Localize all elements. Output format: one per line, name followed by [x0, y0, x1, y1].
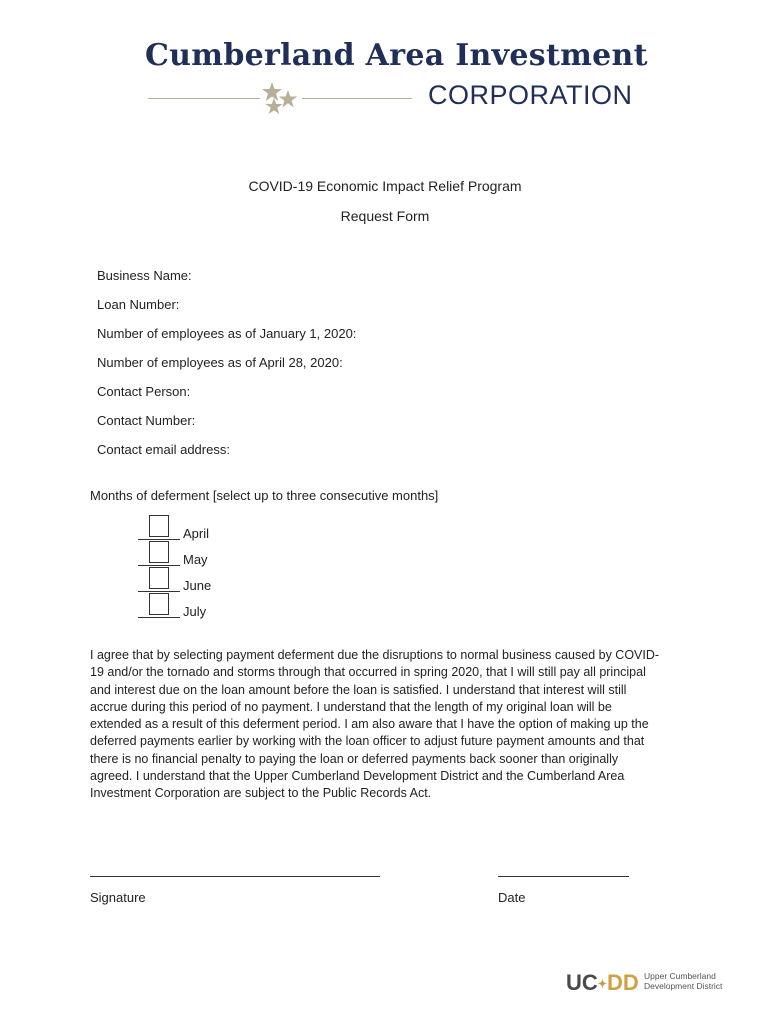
ucdd-logo-text — [644, 971, 722, 991]
months-deferment-label: Months of deferment [select up to three consecutive months] — [90, 488, 439, 503]
agreement-line: agreed. I understand that the Upper Cumberland Development District and the Cumberland Area — [90, 769, 625, 784]
business-name-label: Business Name: — [97, 268, 192, 283]
agreement-line: I agree that by selecting payment deferment due the disruptions to normal business caused by COVID- — [90, 648, 660, 662]
form-subtitle: Request Form — [340, 208, 430, 224]
agreement-line: Investment Corporation are subject to the Public Records Act. — [90, 786, 432, 801]
ucdd-logo-dd: DD — [607, 970, 639, 995]
logo-divider-left — [148, 98, 260, 99]
contact-number-label: Contact Number: — [97, 413, 196, 428]
contact-person-label: Contact Person: — [97, 384, 191, 399]
ucdd-logo-uc: UC — [566, 970, 598, 995]
logo-divider-right — [302, 98, 412, 99]
contact-email-label: Contact email address: — [97, 442, 230, 457]
agreement-line: 19 and/or the tornado and storms through that occurred in spring 2020, that I will still pay all principal — [90, 665, 646, 680]
three-stars-icon — [258, 80, 302, 118]
month-july: July — [183, 604, 207, 619]
july-line — [138, 617, 180, 618]
may-line — [138, 565, 180, 566]
org-logo-subtitle: CORPORATION — [428, 80, 633, 110]
may-checkbox[interactable] — [149, 541, 169, 563]
org-logo-title: Cumberland Area Investment — [145, 38, 648, 73]
ucdd-logo — [566, 968, 726, 1000]
loan-number-label: Loan Number: — [97, 297, 180, 312]
star-icon: ✦ — [597, 978, 607, 991]
date-label: Date — [498, 890, 526, 905]
month-june: June — [183, 578, 212, 593]
april-line — [138, 539, 180, 540]
agreement-line: there is no financial penalty to paying the loan or deferred payments back sooner than originally — [90, 751, 619, 766]
signature-line[interactable] — [90, 876, 380, 877]
month-may: May — [183, 552, 208, 567]
employees-jan-label: Number of employees as of January 1, 2020: — [97, 326, 357, 341]
signature-label: Signature — [90, 890, 146, 905]
june-line — [138, 591, 180, 592]
agreement-line: deferred payments earlier by working with the loan officer to adjust future payment amounts and that — [90, 734, 645, 749]
agreement-line: extended as a result of this deferment period. I am also aware that I have the option of making up the — [90, 717, 649, 732]
ucdd-logo-text-line2: Development District — [644, 981, 723, 991]
ucdd-logo-text-line1: Upper Cumberland — [644, 971, 716, 981]
month-april: April — [183, 526, 210, 541]
ucdd-logo-letters — [566, 970, 639, 996]
agreement-line: accrue during this period of no payment. I understand that the length of my original loan will be — [90, 699, 612, 714]
agreement-paragraph — [90, 647, 680, 803]
date-line[interactable] — [498, 876, 629, 877]
july-checkbox[interactable] — [149, 593, 169, 615]
april-checkbox[interactable] — [149, 515, 169, 537]
employees-apr-label: Number of employees as of April 28, 2020: — [97, 355, 343, 370]
june-checkbox[interactable] — [149, 567, 169, 589]
form-title: COVID-19 Economic Impact Relief Program — [248, 178, 522, 194]
agreement-line: and interest due on the loan amount before the loan is satisfied. I understand that interest will still — [90, 682, 627, 697]
